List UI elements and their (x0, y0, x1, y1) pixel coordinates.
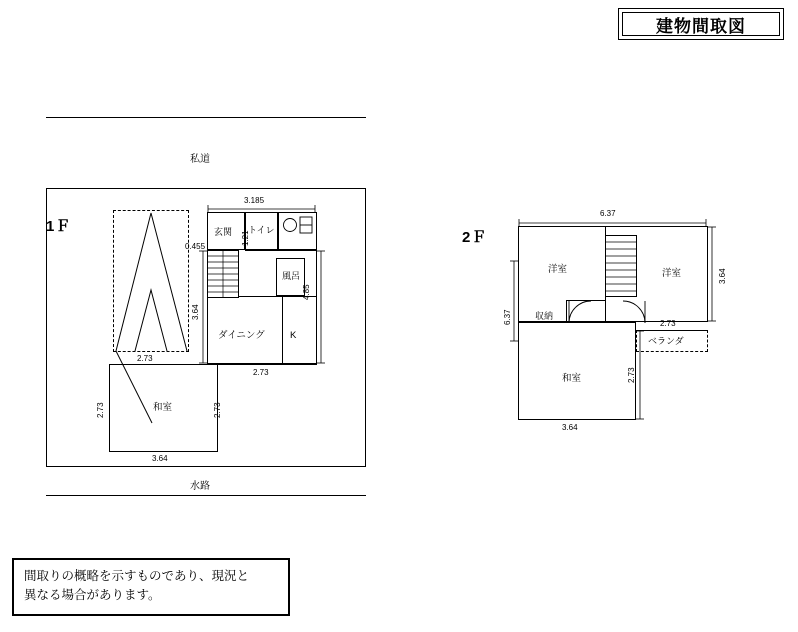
title-box (618, 8, 784, 40)
road-label-bottom: 水路 (190, 481, 210, 492)
road-label-top: 私道 (190, 154, 210, 165)
room-kitchen-label: K (290, 330, 297, 341)
road-line-bottom-2 (46, 495, 366, 496)
dim-1f-entry-v: 1.21 (241, 230, 250, 246)
dim-1f-washitsu-right: 2.73 (213, 402, 222, 418)
room-yoshitsu-right-label: 洋室 (662, 268, 682, 279)
driveway-arrow (113, 210, 191, 354)
dim-1f-top-width: 3.185 (244, 196, 265, 205)
disclaimer-line-2: 異なる場合があります。 (24, 588, 161, 603)
dim-1f-stair-v: 3.64 (191, 304, 200, 320)
dim-line-1f-left (199, 250, 207, 364)
dim-line-1f-right (317, 250, 325, 364)
floor-2f-label: 2Ｆ (462, 229, 488, 246)
disclaimer-box (12, 558, 290, 616)
dim-2f-veranda-v: 2.73 (627, 367, 636, 383)
house-2f-lower-outline (518, 322, 636, 420)
dim-line-2f-right (708, 226, 716, 322)
dim-2f-veranda-w: 2.73 (660, 319, 676, 328)
site-left-boundary (46, 188, 47, 466)
room-toilet-label: トイレ (248, 225, 275, 235)
room-yoshitsu-left-label: 洋室 (548, 264, 568, 275)
room-washitsu-1f-label: 和室 (153, 402, 173, 413)
floor-1f-label: 1Ｆ (46, 218, 72, 235)
dim-line-2f-lower-right (636, 330, 644, 420)
title-text: 建物間取図 (622, 12, 780, 36)
stairs-1f-steps (207, 250, 239, 298)
sanitary-fixture-icons (280, 214, 316, 248)
dim-2f-left-v: 6.37 (503, 309, 512, 325)
road-line-top-2 (46, 188, 366, 189)
disclaimer-line-1: 間取りの概略を示すものであり、現況と (24, 569, 250, 583)
divider-2f-closet-left (566, 300, 567, 322)
room-washitsu-2f-label: 和室 (562, 373, 582, 384)
stairs-2f-steps (605, 235, 637, 297)
dim-1f-washitsu-top: 2.73 (137, 354, 153, 363)
door-swing-yoshitsu (622, 300, 646, 324)
dim-1f-kitchen-bottom: 2.73 (253, 368, 269, 377)
room-dining-label: ダイニング (218, 330, 265, 341)
site-right-boundary (365, 188, 366, 466)
room-genkan-label: 玄関 (214, 227, 233, 237)
dim-line-2f-left (510, 260, 518, 342)
divider-toilet-bottom (245, 250, 317, 251)
room-closet-label: 収納 (535, 311, 554, 321)
road-line-top-1 (46, 117, 366, 118)
room-bath-label: 風呂 (282, 271, 301, 281)
dim-2f-bottom-width: 3.64 (562, 423, 578, 432)
dim-2f-right-v: 3.64 (718, 268, 727, 284)
dim-1f-washitsu-bottom: 3.64 (152, 454, 168, 463)
road-line-bottom-1 (46, 466, 366, 467)
divider-dining-kitchen (282, 296, 283, 364)
dim-1f-bath-v: 4.85 (302, 284, 311, 300)
door-swing-closet (568, 300, 592, 324)
dim-1f-washitsu-left: 2.73 (96, 402, 105, 418)
dim-2f-top-width: 6.37 (600, 209, 616, 218)
dim-1f-entry-left: 0.455 (185, 242, 206, 251)
divider-1f-bottom (218, 364, 317, 365)
veranda-label: ベランダ (648, 336, 684, 346)
